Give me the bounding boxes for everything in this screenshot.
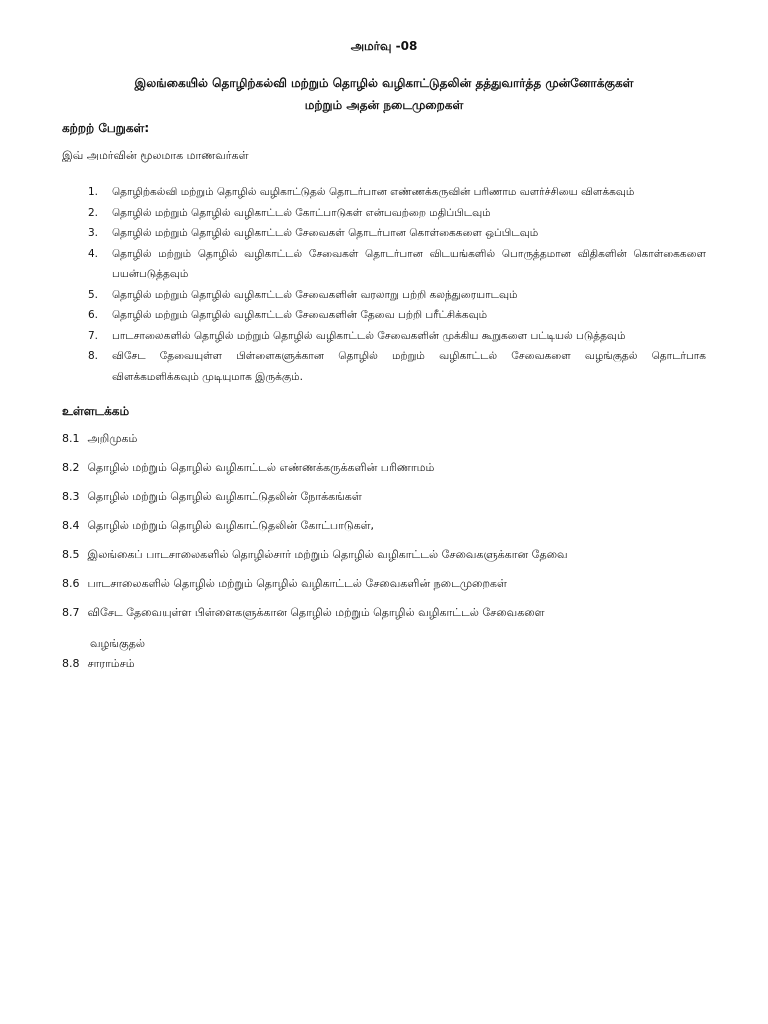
contents-item-text: தொழில் மற்றும் தொழில் வழிகாட்டுதலின் நோக்கங்கள் xyxy=(87,490,362,503)
list-item-text: தொழில் மற்றும் தொழில் வழிகாட்டல் சேவைகளின் வரலாறு பற்றி கலந்துரையாடவும் xyxy=(112,288,518,301)
contents-heading: உள்ளடக்கம் xyxy=(62,404,130,418)
list-item-number: 1. xyxy=(88,186,99,198)
list-item-number: 8. xyxy=(88,350,99,362)
list-item-number: 5. xyxy=(88,288,99,301)
list-item xyxy=(62,346,706,387)
learning-outcomes-list xyxy=(62,182,706,387)
list-item-text: தொழிற்கல்வி மற்றும் தொழில் வழிகாட்டுதல் தொடர்பான எண்ணக்கருவின் பரிணாம வளர்ச்சியை விளக்கவும் xyxy=(112,186,635,198)
contents-item-number: 8.3 xyxy=(62,490,80,503)
learning-outcomes-intro: இவ் அமர்வின் மூலமாக மாணவர்கள் xyxy=(62,149,249,162)
contents-item-text: விசேட தேவையுள்ள பிள்ளைகளுக்கான தொழில் மற்றும் தொழில் வழிகாட்டல் சேவைகளை xyxy=(87,606,545,619)
learning-outcomes-heading: கற்றற் பேறுகள்: xyxy=(62,121,150,135)
contents-item xyxy=(62,431,706,447)
contents-item-text: சாராம்சம் xyxy=(87,657,135,670)
contents-item xyxy=(62,547,706,563)
contents-item-text: தொழில் மற்றும் தொழில் வழிகாட்டல் எண்ணக்கருக்களின் பரிணாமம் xyxy=(87,461,435,474)
session-title: அமர்வு -08 xyxy=(350,39,418,53)
list-item-number: 3. xyxy=(88,227,99,239)
contents-item-number: 8.1 xyxy=(62,432,80,445)
contents-item xyxy=(62,518,706,534)
list-item-text: தொழில் மற்றும் தொழில் வழிகாட்டல் சேவைகள் தொடர்பான விடயங்களில் பொருத்தமான விதிகளின் கொள்கைகளை பயன்படுத்தவும் xyxy=(112,247,706,280)
list-item xyxy=(62,305,706,326)
contents-item-number: 8.5 xyxy=(62,548,80,561)
list-item-text: விசேட தேவையுள்ள பிள்ளைகளுக்கான தொழில் மற்றும் வழிகாட்டல் சேவைகளை வழங்குதல் தொடர்பாக விளக்கமளிக்கவும் முடியுமாக இருக்கும். xyxy=(112,350,706,383)
list-item xyxy=(62,244,706,285)
main-title-line-1: இலங்கையில் தொழிற்கல்வி மற்றும் தொழில் வழிகாட்டுதலின் தத்துவார்த்த முன்னோக்குகள் xyxy=(134,76,634,90)
contents-item-number: 8.8 xyxy=(62,657,80,670)
contents-item-number: 8.6 xyxy=(62,577,80,590)
contents-item-text: தொழில் மற்றும் தொழில் வழிகாட்டுதலின் கோட்பாடுகள், xyxy=(87,519,375,532)
list-item-text: பாடசாலைகளில் தொழில் மற்றும் தொழில் வழிகாட்டல் சேவைகளின் முக்கிய கூறுகளை பட்டியல் படுத்தவும் xyxy=(112,329,626,342)
contents-item xyxy=(62,489,706,505)
list-item-number: 2. xyxy=(88,206,99,219)
contents-item-number: 8.2 xyxy=(62,461,80,474)
contents-item-text: இலங்கைப் பாடசாலைகளில் தொழில்சார் மற்றும் தொழில் வழிகாட்டல் சேவைகளுக்கான தேவை xyxy=(87,548,568,561)
contents-list xyxy=(62,431,706,672)
list-item xyxy=(62,203,706,224)
list-item xyxy=(62,223,706,244)
contents-item xyxy=(62,460,706,476)
list-item-text: தொழில் மற்றும் தொழில் வழிகாட்டல் சேவைகளின் தேவை பற்றி பரீட்சிக்கவும் xyxy=(112,309,488,321)
list-item-number: 7. xyxy=(88,329,99,342)
list-item-number: 4. xyxy=(88,247,99,260)
contents-item xyxy=(62,576,706,592)
contents-item-number: 8.7 xyxy=(62,606,80,619)
contents-item-text-continued: வழங்குதல் xyxy=(90,637,146,650)
contents-item xyxy=(62,605,706,621)
list-item-number: 6. xyxy=(88,309,99,321)
list-item xyxy=(62,285,706,306)
contents-item-text: பாடசாலைகளில் தொழில் மற்றும் தொழில் வழிகாட்டல் சேவைகளின் நடைமுறைகள் xyxy=(87,577,507,590)
contents-item-text: அறிமுகம் xyxy=(87,432,138,445)
list-item-text: தொழில் மற்றும் தொழில் வழிகாட்டல் கோட்பாடுகள் என்பவற்றை மதிப்பிடவும் xyxy=(112,206,491,219)
contents-item-number: 8.4 xyxy=(62,519,80,532)
contents-item xyxy=(62,656,706,672)
main-title-line-2: மற்றும் அதன் நடைமுறைகள் xyxy=(304,98,464,112)
list-item-text: தொழில் மற்றும் தொழில் வழிகாட்டல் சேவைகள் தொடர்பான கொள்கைகளை ஒப்பிடவும் xyxy=(112,227,539,239)
list-item xyxy=(62,326,706,347)
list-item xyxy=(62,182,706,203)
contents-item-continuation xyxy=(62,636,706,652)
